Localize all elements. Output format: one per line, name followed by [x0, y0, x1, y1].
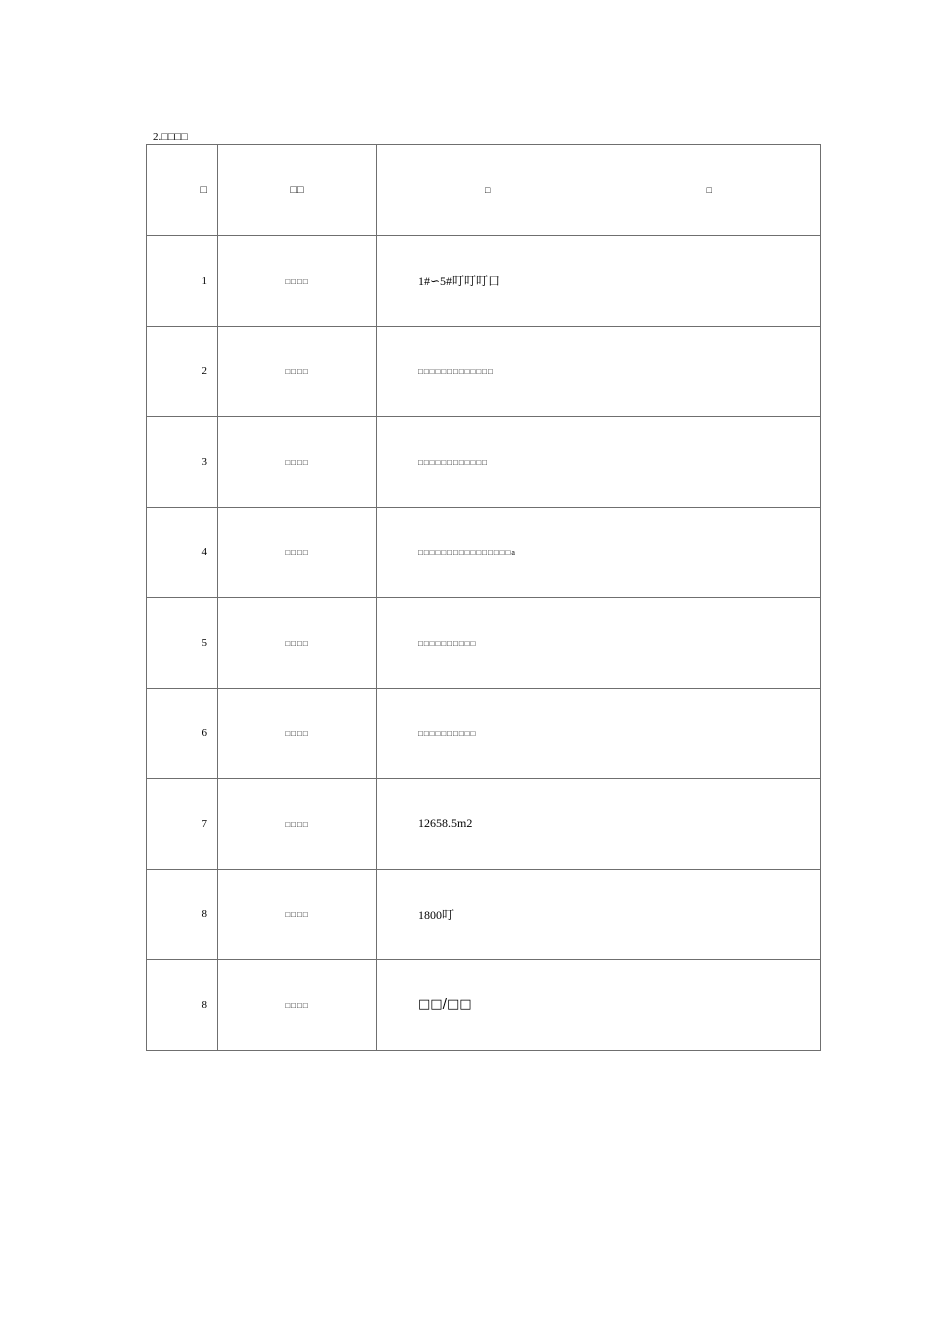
row-content: 1#∽5#叮叮叮口: [377, 236, 821, 327]
project-overview-table: [146, 144, 821, 1051]
row-content: □□□□□□□□□□: [377, 598, 821, 689]
row-name: □□□□: [218, 507, 377, 598]
row-name: □□□□: [218, 960, 377, 1051]
row-content: □□□□□□□□□□□□: [377, 417, 821, 508]
row-content: 12658.5m2: [377, 779, 821, 870]
row-number: 3: [147, 417, 218, 508]
row-content: □□□□□□□□□□□□□: [377, 326, 821, 417]
section-title: 2.□□□□: [153, 131, 188, 143]
row-number: 5: [147, 598, 218, 689]
table-row: [147, 417, 821, 508]
table-header-row: [147, 145, 821, 236]
table-row: [147, 507, 821, 598]
header-content-right: □: [706, 185, 712, 195]
table-row: [147, 236, 821, 327]
row-number: 7: [147, 779, 218, 870]
header-content-left: □: [485, 185, 491, 195]
table-row: [147, 960, 821, 1051]
table-row: [147, 869, 821, 960]
row-content: □□/□□: [377, 960, 821, 1051]
row-name: □□□□: [218, 869, 377, 960]
row-content: □□□□□□□□□□: [377, 688, 821, 779]
row-number: 4: [147, 507, 218, 598]
row-name: □□□□: [218, 688, 377, 779]
row-name: □□□□: [218, 779, 377, 870]
table-row: [147, 598, 821, 689]
header-name: □□: [218, 145, 377, 236]
row-number: 6: [147, 688, 218, 779]
header-content: [377, 145, 821, 236]
row-name: □□□□: [218, 417, 377, 508]
row-name: □□□□: [218, 326, 377, 417]
row-number: 1: [147, 236, 218, 327]
table-row: [147, 779, 821, 870]
row-content: 1800叮: [377, 869, 821, 960]
row-number: 2: [147, 326, 218, 417]
row-number: 8: [147, 960, 218, 1051]
table-row: [147, 326, 821, 417]
row-content: □□□□□□□□□□□□□□□□a: [377, 507, 821, 598]
row-name: □□□□: [218, 598, 377, 689]
row-number: 8: [147, 869, 218, 960]
header-no: □: [147, 145, 218, 236]
row-name: □□□□: [218, 236, 377, 327]
table-row: [147, 688, 821, 779]
